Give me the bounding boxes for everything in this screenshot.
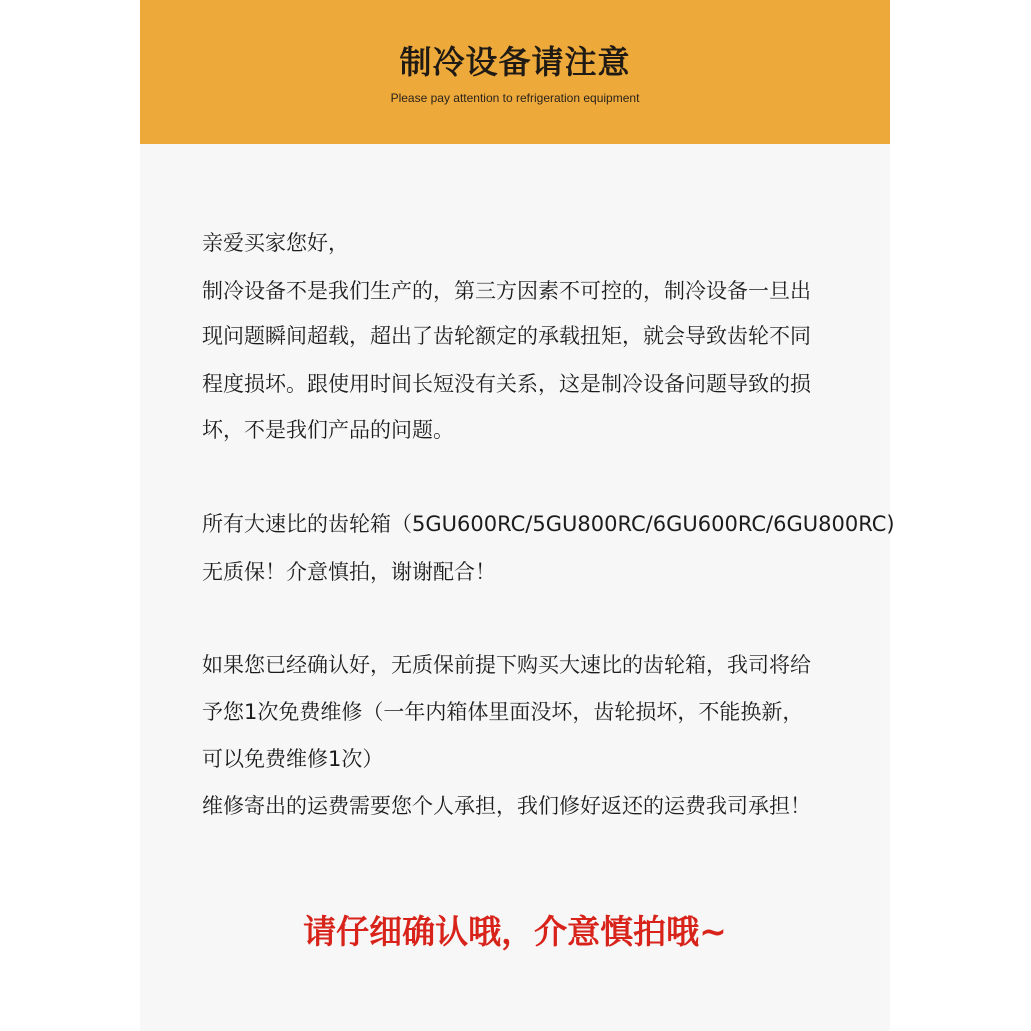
page-subtitle: Please pay attention to refrigeration equipment <box>390 91 640 105</box>
text-line: 现问题瞬间超载，超出了齿轮额定的承载扭矩，就会导致齿轮不同 <box>202 324 811 348</box>
page-title: 制冷设备请注意 <box>399 43 631 81</box>
text-line: 所有大速比的齿轮箱（5GU600RC/5GU800RC/6GU600RC/6GU800RC) <box>202 512 895 536</box>
greeting-line: 亲爱买家您好， <box>202 231 349 255</box>
text-line: 如果您已经确认好，无质保前提下购买大速比的齿轮箱，我司将给 <box>202 653 811 677</box>
text-line: 可以免费维修1次） <box>202 747 384 771</box>
text-line: 无质保！介意慎拍，谢谢配合！ <box>202 560 496 584</box>
notice-card <box>140 0 895 1031</box>
text-line: 程度损坏。跟使用时间长短没有关系，这是制冷设备问题导致的损 <box>202 372 811 396</box>
text-line: 坏，不是我们产品的问题。 <box>202 418 454 442</box>
text-line: 维修寄出的运费需要您个人承担，我们修好返还的运费我司承担！ <box>202 794 811 818</box>
text-line: 予您1次免费维修（一年内箱体里面没坏，齿轮损坏，不能换新， <box>202 700 804 724</box>
warning-notice: 请仔细确认哦，介意慎拍哦~ <box>303 912 727 951</box>
header-banner <box>140 0 890 144</box>
text-line: 制冷设备不是我们生产的，第三方因素不可控的，制冷设备一旦出 <box>202 279 811 303</box>
